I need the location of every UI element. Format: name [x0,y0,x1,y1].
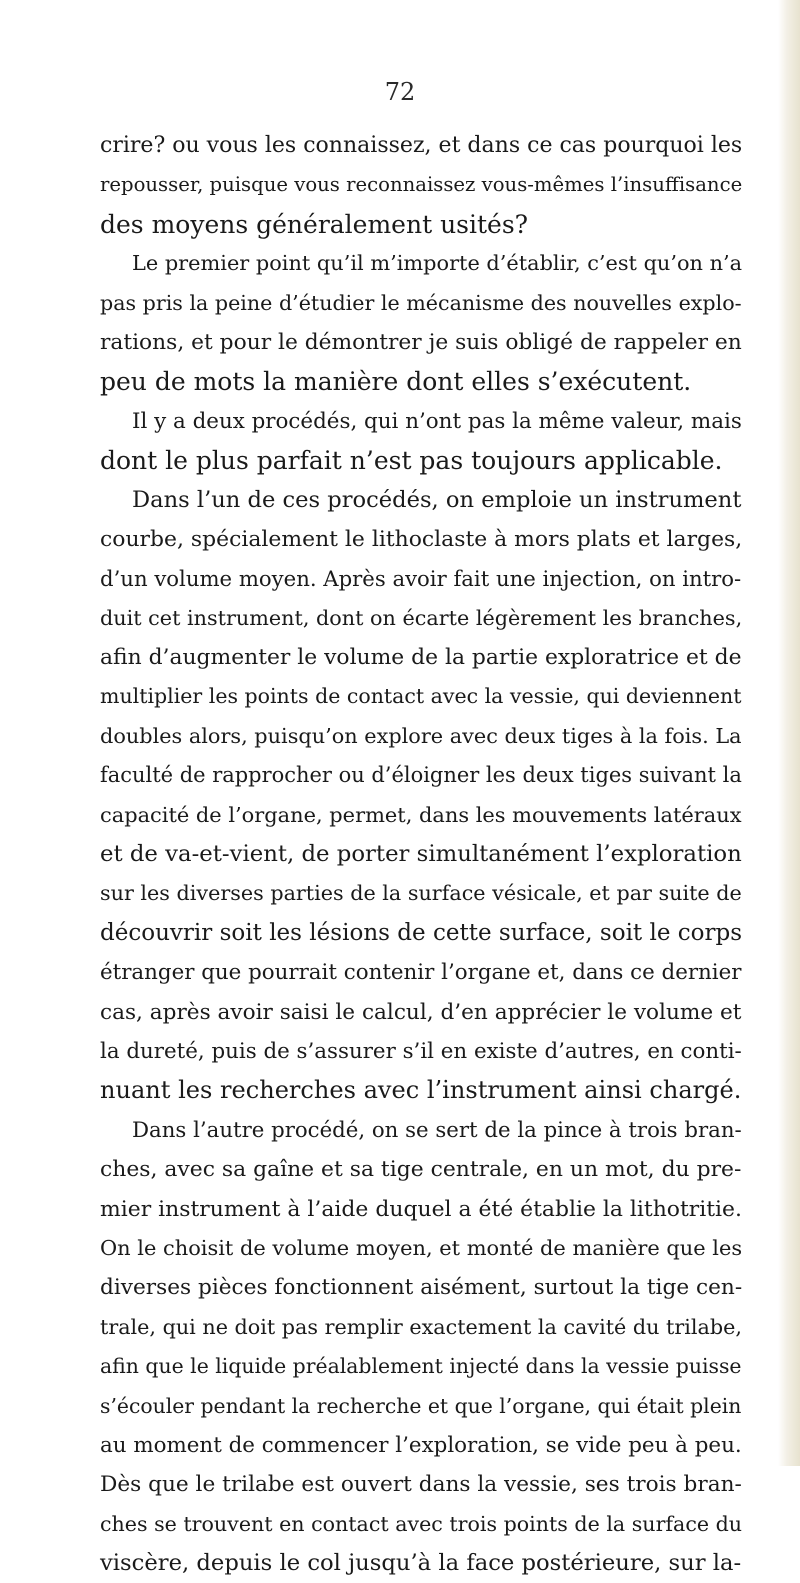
text-line: peu de mots la manière dont elles s’exécutent. [100,367,692,397]
text-line: ches, avec sa gaîne et sa tige centrale, en un mot, du pre- [100,1157,742,1183]
text-line: doubles alors, puisqu’on explore avec deux tiges à la fois. La [100,723,742,748]
paragraph-first-line: Dans l’un de ces procédés, on emploie un instrument [132,486,742,513]
text-line: crire? ou vous les connaissez, et dans ce cas pourquoi les [100,133,743,158]
text-line: dont le plus parfait n’est pas toujours applicable. [100,446,723,476]
text-line: courbe, spécialement le lithoclaste à mors plats et larges, [100,526,743,552]
text-line: trale, qui ne doit pas remplir exactement la cavité du trilabe, [100,1314,742,1339]
body-text [100,126,742,1583]
text-line: mier instrument à l’aide duquel a été établie la lithotritie. [100,1196,742,1222]
text-line: au moment de commencer l’exploration, se vide peu à peu. [100,1432,742,1458]
text-line: rations, et pour le démontrer je suis obligé de rappeler en [100,329,742,355]
text-line: Dès que le trilabe est ouvert dans la vessie, ses trois bran- [100,1472,742,1498]
text-line: ches se trouvent en contact avec trois points de la surface du [100,1511,743,1536]
text-line: d’un volume moyen. Après avoir fait une injection, on intro- [100,566,742,592]
text-line: diverses pièces fonctionnent aisément, surtout la tige cen- [100,1275,743,1301]
text-line: s’écouler pendant la recherche et que l’organe, qui était plein [100,1393,742,1418]
paragraph-first-line: Dans l’autre procédé, on se sert de la pince à trois bran- [132,1117,742,1143]
text-line: faculté de rapprocher ou d’éloigner les deux tiges suivant la [100,763,742,788]
text-line: repousser, puisque vous reconnaissez vous-mêmes l’insuffisance [100,173,743,197]
text-line: nuant les recherches avec l’instrument ainsi chargé. [100,1076,742,1105]
text-line: cas, après avoir saisi le calcul, d’en apprécier le volume et [100,999,742,1025]
text-line: la dureté, puis de s’assurer s’il en existe d’autres, en conti- [100,1038,742,1064]
page-edge [778,0,800,1466]
text-line: capacité de l’organe, permet, dans les mouvements latéraux [100,802,742,827]
text-line: afin d’augmenter le volume de la partie exploratrice et de [100,645,742,671]
text-line: sur les diverses parties de la surface vésicale, et par suite de [100,881,742,906]
text-line: multiplier les points de contact avec la vessie, qui deviennent [100,684,742,709]
text-line: afin que le liquide préalablement injecté dans la vessie puisse [100,1354,742,1379]
text-line: étranger que pourrait contenir l’organe et, dans ce dernier [100,960,742,986]
text-line: et de va-et-vient, de porter simultanément l’exploration [100,841,742,868]
text-line: duit cet instrument, dont on écarte légèrement les branches, [100,605,743,630]
page-number: 72 [384,78,416,106]
text-line: pas pris la peine d’étudier le mécanisme des nouvelles explo- [100,290,742,315]
text-line: des moyens généralement usités? [100,209,529,239]
paragraph-first-line: Le premier point qu’il m’importe d’établir, c’est qu’on n’a [132,251,743,276]
text-line: découvrir soit les lésions de cette surface, soit le corps [100,919,743,946]
text-line: On le choisit de volume moyen, et monté de manière que les [100,1235,743,1260]
paragraph-first-line: Il y a deux procédés, qui n’ont pas la même valeur, mais [132,408,742,434]
text-line: viscère, depuis le col jusqu’à la face postérieure, sur la- [100,1550,742,1577]
